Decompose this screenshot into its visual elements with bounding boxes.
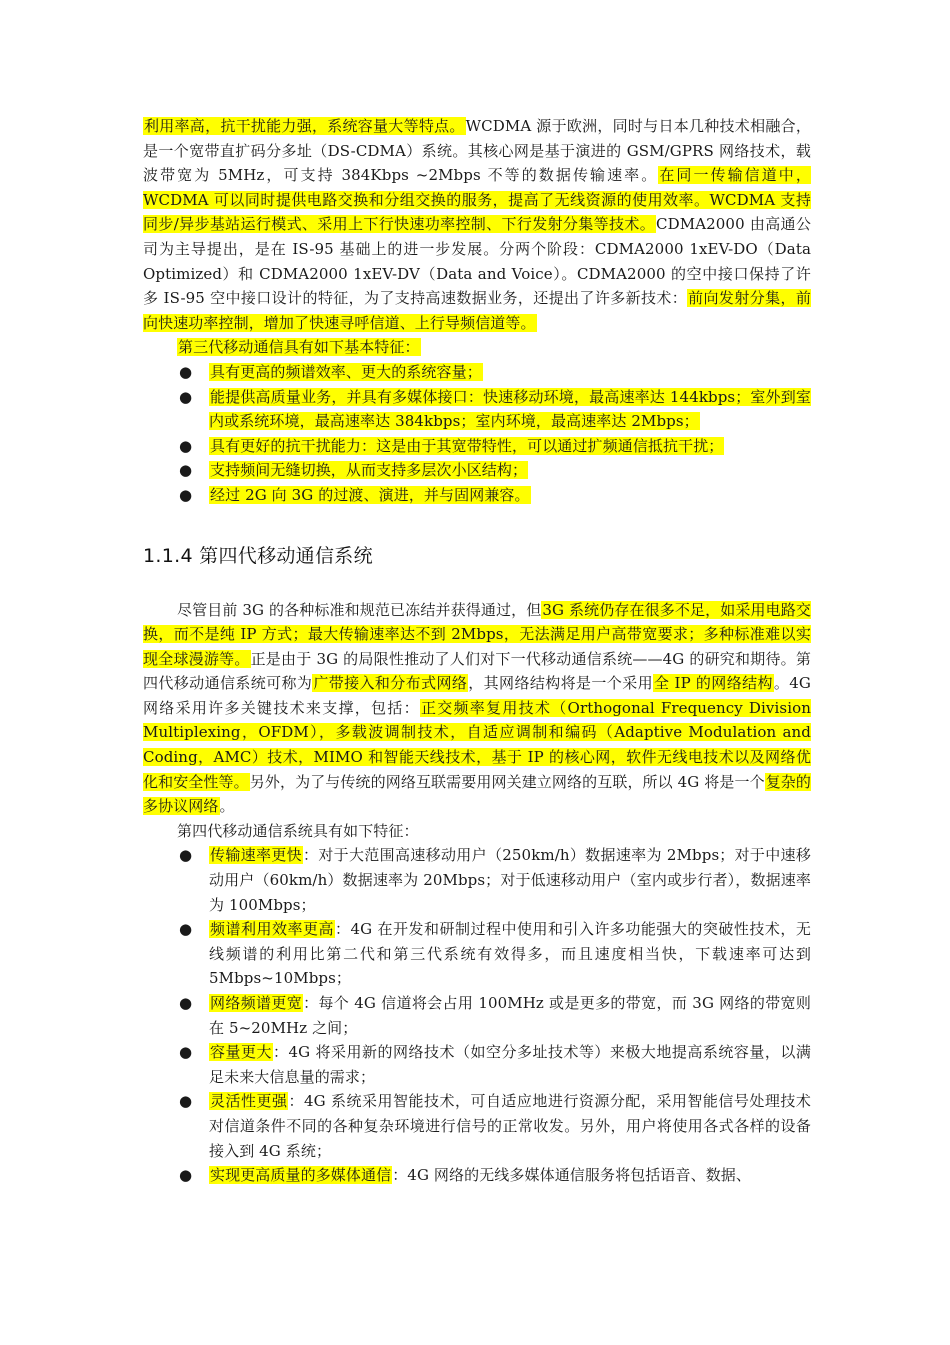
list-item: ● 经过 2G 向 3G 的过渡、演进，并与固网兼容。: [143, 483, 811, 508]
highlighted-text: 前向发射分集，前向快速功率控制，增加了快速寻呼信道、上行导频信道等。: [143, 289, 811, 332]
list-item: ● 频谱利用效率更高：4G 在开发和研制过程中使用和引入许多功能强大的突破性技术，无线频谱的利用比第二代和第三代系统有效得多，而且速度相当快，下载速率可达到 5Mbps~10Mbps；: [143, 917, 811, 991]
bullet-icon: ●: [179, 436, 193, 455]
list-item: ● 支持频间无缝切换，从而支持多层次小区结构；: [143, 458, 811, 483]
list-item: ● 具有更高的频谱效率、更大的系统容量；: [143, 360, 811, 385]
bullet-icon: ●: [179, 920, 193, 939]
bullet-icon: ●: [179, 485, 193, 504]
list-item: ● 实现更高质量的多媒体通信：4G 网络的无线多媒体通信服务将包括语音、数据、: [143, 1163, 811, 1188]
paragraph-4g-overview: 尽管目前 3G 的各种标准和规范已冻结并获得通过，但3G 系统仍存在很多不足，如采用电路交换，而不是纯 IP 方式；最大传输速率达不到 2Mbps，无法满足用户高带宽要求；多种标准难以实现全球漫游等。正是由于 3G 的局限性推动了人们对下一代移动通信系统——4G 的研究和期待。第四代移动通信系统可称为广带接入和分布式网络，其网络结构将是一个采用全 IP 的网络结构。4G 网络采用许多关键技术来支撑，包括：正交频率复用技术（Orthogonal Frequency Division Multiplexing，OFDM），多载波调制技术，自适应调制和编码（Adaptive Modulation and Coding，AMC）技术，MIMO 和智能天线技术，基于 IP 的核心网，软件无线电技术以及网络优化和安全性等。另外，为了与传统的网络互联需要用网关建立网络的互联，所以 4G 将是一个复杂的多协议网络。: [143, 600, 812, 816]
bullet-icon: ●: [179, 1166, 193, 1185]
section-heading: 1.1.4 第四代移动通信系统: [143, 544, 373, 567]
document-page: [143, 114, 811, 1188]
features-intro-3g: 第三代移动通信具有如下基本特征：: [178, 338, 420, 357]
highlighted-text: 在同一传输信道中，WCDMA 可以同时提供电路交换和分组交换的服务，提高了无线资源的使用效率。WCDMA 支持同步/异步基站运行模式、采用上下行快速功率控制、下行发射分集等技术。: [143, 166, 811, 234]
paragraph-3g-overview: [143, 114, 811, 335]
bullet-icon: ●: [179, 1043, 193, 1062]
features-intro-4g: 第四代移动通信系统具有如下特征：: [177, 821, 419, 840]
paragraph-text: WCDMA 源于欧洲，同时与日本几种技术相融合，是一个宽带直扩码分多址（DS-CDMA）系统。其核心网是基于演进的 GSM/GPRS 网络技术，载波带宽为 5MHz，可支持 384Kbps ~2Mbps 不等的数据传输速率。: [143, 117, 811, 185]
feature-list-3g: [143, 360, 811, 508]
highlighted-text: 利用率高，抗干扰能力强，系统容量大等特点。: [144, 117, 465, 135]
list-item: ● 容量更大：4G 将采用新的网络技术（如空分多址技术等）来极大地提高系统容量，以满足未来大信息量的需求；: [143, 1040, 811, 1089]
bullet-icon: ●: [179, 387, 193, 406]
bullet-icon: ●: [179, 846, 193, 865]
list-item: ● 传输速率更快：对于大范围高速移动用户（250km/h）数据速率为 2Mbps；对于中速移动用户（60km/h）数据速率为 20Mbps；对于低速移动用户（室内或步行者），数据速率为 100Mbps；: [143, 843, 811, 917]
bullet-icon: ●: [179, 1092, 193, 1111]
bullet-icon: ●: [179, 994, 193, 1012]
bullet-icon: ●: [179, 362, 193, 381]
feature-list-4g: [143, 843, 811, 1187]
list-item: ● 具有更好的抗干扰能力：这是由于其宽带特性，可以通过扩频通信抵抗干扰；: [143, 434, 811, 459]
list-item: ● 能提供高质量业务，并具有多媒体接口：快速移动环境，最高速率达 144kbps；室外到室内或系统环境，最高速率达 384kbps；室内环境，最高速率达 2Mbps；: [143, 385, 811, 434]
list-item: ● 网络频谱更宽：每个 4G 信道将会占用 100MHz 或是更多的带宽，而 3G 网络的带宽则在 5~20MHz 之间；: [143, 991, 811, 1040]
paragraph-text: CDMA2000 由高通公司为主导提出，是在 IS-95 基础上的进一步发展。分两个阶段：CDMA2000 1xEV-DO（Data Optimized）和 CDMA2000 1xEV-DV（Data and Voice）。CDMA2000 的空中接口保持了许多 IS-95 空中接口设计的特征，为了支持高速数据业务，还提出了许多新技术：: [143, 215, 811, 308]
list-item: ● 灵活性更强：4G 系统采用智能技术，可自适应地进行资源分配，采用智能信号处理技术对信道条件不同的各种复杂环境进行信号的正常收发。另外，用户将使用各式各样的设备接入到 4G 系统；: [143, 1089, 811, 1163]
bullet-icon: ●: [179, 461, 193, 480]
